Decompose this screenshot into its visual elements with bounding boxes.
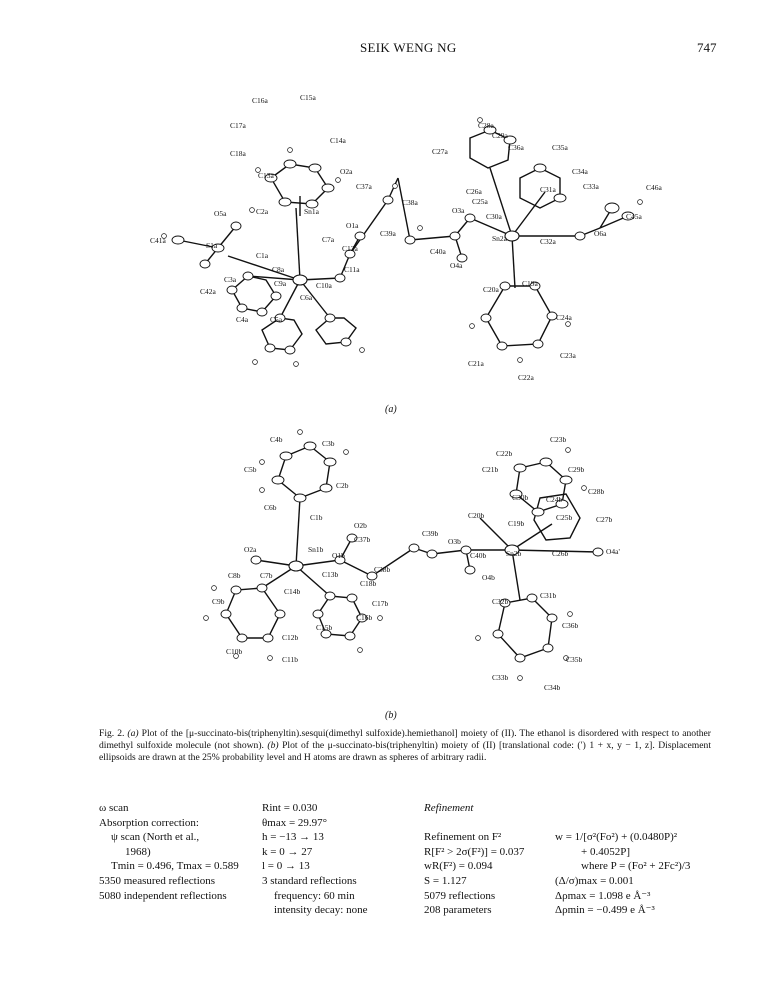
atom-label: C33b bbox=[492, 673, 509, 682]
atom-label: C37a bbox=[356, 182, 372, 191]
atom-label: C3a bbox=[224, 275, 237, 284]
atom-label: C32a bbox=[540, 237, 556, 246]
running-head: SEIK WENG NG bbox=[360, 40, 457, 55]
atom-label: C37b bbox=[354, 535, 371, 544]
atom-label: C36a bbox=[508, 143, 524, 152]
atom-label: C2a bbox=[256, 207, 269, 216]
atom-label: C38a bbox=[402, 198, 418, 207]
atom-label: C34b bbox=[544, 683, 561, 692]
atom-label: C24b bbox=[546, 495, 563, 504]
data-line: Δρmin = −0.499 e Å⁻³ bbox=[555, 904, 655, 917]
atom-label: O1a bbox=[346, 221, 359, 230]
atom-label: C29a bbox=[492, 131, 508, 140]
atom-label: C30b bbox=[512, 493, 529, 502]
atom-label: C7a bbox=[322, 235, 335, 244]
atom-label: C42a bbox=[200, 287, 216, 296]
atom-label: C19b bbox=[508, 519, 525, 528]
figure-panel-a bbox=[0, 68, 784, 420]
sn1a-bonds bbox=[228, 208, 340, 318]
atom-label: C1a bbox=[256, 251, 269, 260]
atom-label: C5a bbox=[270, 315, 283, 324]
atom-label: C41a bbox=[150, 236, 166, 245]
atom-label: C16a bbox=[252, 96, 268, 105]
molecule-a-drawing bbox=[0, 68, 784, 420]
atom-label: O2b bbox=[354, 521, 367, 530]
atom-label: C12a bbox=[342, 244, 358, 253]
atom-label: C36b bbox=[562, 621, 579, 630]
atom-label: C35b bbox=[566, 655, 583, 664]
panel-b-label: (b) bbox=[385, 710, 397, 721]
page-number: 747 bbox=[697, 40, 717, 55]
atom-label: C5b bbox=[244, 465, 257, 474]
atom-label: C16b bbox=[356, 613, 373, 622]
data-line: 5080 independent reflections bbox=[99, 889, 227, 902]
atom-label: C14b bbox=[284, 587, 301, 596]
atom-label: O3b bbox=[448, 537, 461, 546]
atom-label: C30a bbox=[486, 212, 502, 221]
refinement-col-2 bbox=[555, 801, 690, 918]
atom-label: C25a bbox=[472, 197, 488, 206]
atom-label: C10b bbox=[226, 647, 243, 656]
atom-label: C33a bbox=[583, 182, 599, 191]
data-line: R[F² > 2σ(F²)] = 0.037 bbox=[424, 845, 525, 858]
caption-part-b-marker: (b) bbox=[267, 740, 279, 751]
atom-label: C4a bbox=[236, 315, 249, 324]
atom-label: O3a bbox=[452, 206, 465, 215]
atom-label: C34a bbox=[572, 167, 588, 176]
atom-label: O1b bbox=[332, 551, 345, 560]
atom-label: C21b bbox=[482, 465, 499, 474]
atom-label: C13b bbox=[322, 570, 339, 579]
data-line: Rint = 0.030 bbox=[262, 802, 318, 814]
data-line: θmax = 29.97° bbox=[262, 816, 328, 829]
atom-label: C23a bbox=[560, 351, 576, 360]
atom-label: C40b bbox=[470, 551, 487, 560]
data-line: Absorption correction: bbox=[99, 816, 199, 829]
atom-label: C39a bbox=[380, 229, 396, 238]
atom-label: C26a bbox=[466, 187, 482, 196]
atom-label: Sn2b bbox=[506, 549, 522, 558]
atom-label: C3b bbox=[322, 439, 335, 448]
caption-part-a-marker: (a) bbox=[127, 728, 139, 739]
crystal-data-block bbox=[0, 801, 784, 921]
phenyl-rings-lower-a bbox=[232, 276, 356, 350]
phenyl-ring-lower-right-a bbox=[486, 286, 552, 346]
atom-label: C8b bbox=[228, 571, 241, 580]
data-line: l = 0 → 13 bbox=[262, 860, 310, 873]
atom-label: C20b bbox=[468, 511, 485, 520]
atom-label: O4b bbox=[482, 573, 495, 582]
data-line: ψ scan (North et al., bbox=[111, 831, 200, 844]
atom-label: C2b bbox=[336, 481, 349, 490]
atom-label: C19a bbox=[522, 279, 538, 288]
data-line: where P = (Fo² + 2Fc²)/3 bbox=[581, 860, 691, 873]
atom-label: C15b bbox=[316, 623, 333, 632]
data-line: wR(F²) = 0.094 bbox=[424, 860, 493, 873]
refinement-col-1 bbox=[424, 801, 524, 918]
atom-label: C21a bbox=[468, 359, 484, 368]
atom-label: C32b bbox=[492, 597, 509, 606]
caption-part-b-text: Plot of the μ-succinato-bis(triphenyltin) moiety of (II) [translational code: (′) 1 + x, y − 1, z]. Displacement ellipsoids are drawn at the 25% probability level and H atoms are drawn as spheres of arbitrary radii. bbox=[99, 740, 711, 763]
atom-label: C46a bbox=[646, 183, 662, 192]
atom-label: C15a bbox=[300, 93, 316, 102]
atom-label: C20a bbox=[483, 285, 499, 294]
atom-label: O2a bbox=[340, 167, 353, 176]
hydrogens-b bbox=[204, 430, 587, 681]
atom-label: Sn1b bbox=[308, 545, 324, 554]
atom-label: C24a bbox=[556, 313, 572, 322]
data-line: Δρmax = 1.098 e Å⁻³ bbox=[555, 889, 651, 902]
atom-label: O4a' bbox=[606, 547, 620, 556]
molecule-b-drawing bbox=[0, 428, 784, 728]
data-collection-col-2 bbox=[262, 801, 367, 918]
atom-label: O4a bbox=[450, 261, 463, 270]
figure-panel-b bbox=[0, 428, 784, 728]
atom-label: C38b bbox=[374, 565, 391, 574]
atom-label: C28b bbox=[588, 487, 605, 496]
caption-part-a-text: Plot of the [μ-succinato-bis(triphenyltin).sesqui(dimethyl sulfoxide).hemiethanol] moiety of (II). The ethanol is disordered with respect to another dimethyl sulfoxide molecule (not shown). bbox=[99, 728, 711, 751]
atom-label: C17b bbox=[372, 599, 389, 608]
data-line: h = −13 → 13 bbox=[262, 831, 324, 844]
atom-label: C11b bbox=[282, 655, 298, 664]
data-line: 5079 reflections bbox=[424, 889, 496, 902]
data-line: S = 1.127 bbox=[424, 874, 467, 887]
atom-label: C8a bbox=[272, 265, 285, 274]
atom-label: C10a bbox=[316, 281, 332, 290]
atom-label: C23b bbox=[550, 435, 567, 444]
atom-label: O5a bbox=[214, 209, 227, 218]
atom-label: C39b bbox=[422, 529, 439, 538]
data-line: + 0.4052P] bbox=[581, 845, 630, 858]
data-line: Refinement on F² bbox=[424, 831, 502, 844]
atom-label: C35a bbox=[552, 143, 568, 152]
atom-label: C45a bbox=[626, 212, 642, 221]
refinement-heading: Refinement bbox=[424, 802, 474, 814]
atom-label: C31b bbox=[540, 591, 557, 600]
atom-label: C9b bbox=[212, 597, 225, 606]
atom-label: C26b bbox=[552, 549, 569, 558]
atom-label: C27a bbox=[432, 147, 448, 156]
data-line: ω scan bbox=[99, 802, 129, 814]
data-line: 208 parameters bbox=[424, 904, 492, 917]
panel-a-label: (a) bbox=[385, 404, 397, 415]
atom-label: C13a bbox=[258, 171, 274, 180]
atom-label: C40a bbox=[430, 247, 446, 256]
atom-label: C4b bbox=[270, 435, 283, 444]
data-line: intensity decay: none bbox=[274, 904, 368, 917]
atom-label: C18b bbox=[360, 579, 377, 588]
atom-label: C22a bbox=[518, 373, 534, 382]
atom-label: Sn1a bbox=[304, 207, 319, 216]
atom-label: C25b bbox=[556, 513, 573, 522]
caption-lead: Fig. 2. bbox=[99, 728, 125, 739]
data-line: w = 1/[σ²(Fo²) + (0.0480P)² bbox=[555, 831, 678, 844]
atom-label: C17a bbox=[230, 121, 246, 130]
atom-label: C6a bbox=[300, 293, 313, 302]
atom-label: C1b bbox=[310, 513, 323, 522]
atom-label: C12b bbox=[282, 633, 299, 642]
page-header bbox=[0, 40, 784, 60]
atom-label: C31a bbox=[540, 185, 556, 194]
atom-label: C18a bbox=[230, 149, 246, 158]
figure-caption bbox=[99, 728, 711, 764]
atom-label: C6b bbox=[264, 503, 277, 512]
atom-label: C29b bbox=[568, 465, 585, 474]
data-line: 1968) bbox=[125, 845, 151, 858]
atom-label: C7b bbox=[260, 571, 273, 580]
data-line: frequency: 60 min bbox=[274, 889, 355, 902]
data-collection-col-1 bbox=[99, 801, 239, 903]
atom-label: C27b bbox=[596, 515, 613, 524]
data-line: (Δ/σ)max = 0.001 bbox=[555, 874, 634, 887]
atom-label: S1a bbox=[206, 241, 218, 250]
data-line: 5350 measured reflections bbox=[99, 874, 216, 887]
sn2b-bonds bbox=[480, 518, 598, 600]
atoms-b bbox=[221, 442, 603, 662]
atom-label: C11a bbox=[344, 265, 360, 274]
atom-label: O6a bbox=[594, 229, 607, 238]
data-line: Tmin = 0.496, Tmax = 0.589 bbox=[111, 860, 239, 873]
atom-label: O2a bbox=[244, 545, 257, 554]
data-line: 3 standard reflections bbox=[262, 874, 357, 887]
atom-label: Sn2a bbox=[492, 234, 507, 243]
atom-label: C22b bbox=[496, 449, 513, 458]
atom-label: C14a bbox=[330, 136, 346, 145]
succinate-chain-a bbox=[340, 178, 512, 278]
sn2a-bonds bbox=[490, 168, 628, 288]
phenyl-ring-top-a bbox=[271, 164, 328, 216]
atom-label: C28a bbox=[478, 121, 494, 130]
data-line: k = 0 → 27 bbox=[262, 845, 313, 858]
atom-label: C9a bbox=[274, 279, 287, 288]
